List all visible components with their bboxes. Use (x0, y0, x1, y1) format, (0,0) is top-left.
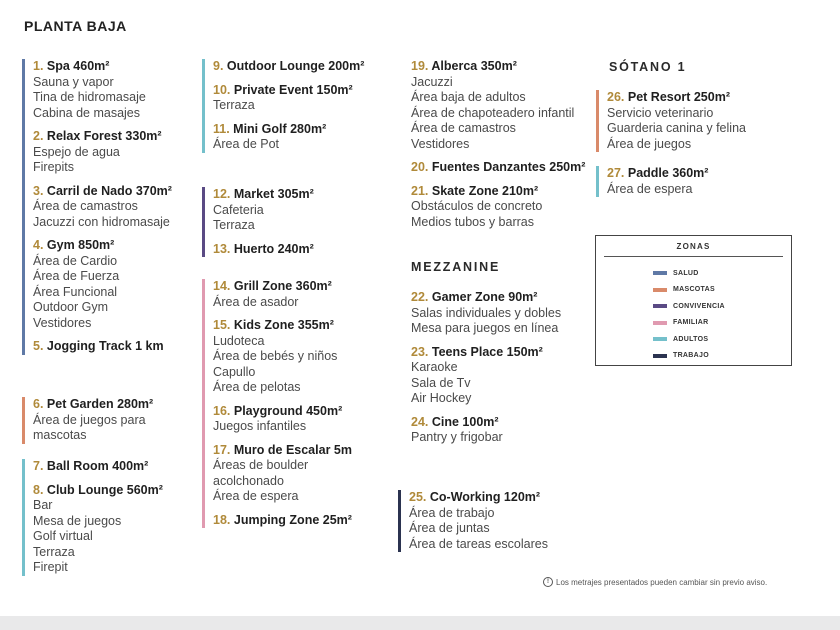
amenity-item (213, 242, 314, 258)
amenity-feature: Cafeteria (213, 202, 264, 217)
amenity-number: 23. (411, 344, 429, 359)
amenity-item (409, 490, 548, 552)
amenity-feature: Capullo (213, 364, 256, 379)
amenity-item (411, 160, 585, 176)
amenity-number: 17. (213, 442, 231, 457)
amenity-feature: Área de bebés y niños (213, 349, 338, 363)
amenity-item (411, 415, 561, 446)
group-trabajo (398, 490, 548, 552)
legend-label: FAMILIAR (673, 319, 709, 327)
amenity-number: 8. (33, 482, 44, 497)
amenity-number: 20. (411, 160, 429, 174)
amenity-name: Gamer Zone 90m² (428, 290, 538, 304)
amenity-title (33, 339, 172, 355)
amenity-feature: Área de Cardio (33, 253, 118, 268)
amenity-title (607, 166, 708, 182)
amenity-number: 19. (411, 59, 429, 73)
legend-swatch (653, 304, 667, 308)
amenity-name: Alberca 350m² (428, 59, 517, 73)
group-salud (22, 59, 172, 355)
amenity-title (607, 90, 746, 106)
amenity-number: 9. (213, 59, 224, 73)
amenity-title (33, 59, 172, 75)
amenity-title (411, 415, 561, 431)
section-heading-mezzanine: MEZZANINE (411, 260, 501, 274)
amenity-title (213, 279, 352, 295)
amenity-number: 1. (33, 59, 44, 73)
amenity-feature: Área de espera (213, 489, 299, 503)
amenity-name: Jumping Zone 25m² (230, 512, 352, 527)
amenity-feature: Bar (33, 498, 53, 512)
amenity-feature: Air Hockey (411, 391, 472, 405)
amenity-item (33, 184, 172, 231)
amenity-feature: Guarderia canina y felina (607, 121, 746, 135)
amenity-number: 24. (411, 414, 429, 429)
legend-row (653, 265, 791, 282)
amenity-feature: Terraza (33, 544, 75, 559)
amenity-feature: Medios tubos y barras (411, 214, 534, 229)
legend-row (653, 282, 791, 299)
amenity-number: 5. (33, 339, 44, 353)
amenity-item (33, 483, 163, 576)
amenity-feature: Área de camastros (33, 199, 138, 213)
amenity-item (213, 404, 352, 435)
amenity-feature: Obstáculos de concreto (411, 199, 543, 213)
section-heading-sotano: SÓTANO 1 (609, 60, 687, 74)
amenity-feature: Ludoteca (213, 333, 265, 348)
amenity-number: 15. (213, 318, 231, 332)
legend-label: SALUD (673, 269, 699, 277)
amenity-number: 14. (213, 279, 231, 293)
group-adultos-paddle (596, 166, 708, 197)
amenity-feature: Cabina de masajes (33, 105, 141, 120)
amenity-name: Spa 460m² (43, 59, 110, 73)
amenity-number: 27. (607, 166, 625, 180)
bottom-strip (0, 616, 840, 630)
amenity-feature: Terraza (213, 98, 255, 112)
amenity-feature: Área de Fuerza (33, 269, 120, 283)
amenity-feature: Área de juegos (607, 136, 692, 151)
amenity-title (213, 443, 352, 459)
amenity-name: Relax Forest 330m² (43, 129, 162, 143)
amenity-item (411, 290, 561, 337)
group-familiar-kids (202, 279, 352, 528)
amenity-item (213, 443, 352, 505)
amenity-feature: acolchonado (213, 473, 284, 488)
amenity-item (213, 318, 352, 396)
amenity-feature: Juegos infantiles (213, 419, 307, 433)
amenity-name: Market 305m² (230, 187, 314, 201)
amenity-feature: Salas individuales y dobles (411, 305, 562, 320)
amenity-item (607, 90, 746, 152)
amenity-title (213, 318, 352, 334)
amenity-number: 13. (213, 241, 231, 256)
group-adultos-lounge (202, 59, 364, 153)
amenity-feature: mascotas (33, 428, 87, 442)
amenity-item (33, 59, 172, 121)
legend-title: ZONAS (676, 242, 711, 251)
amenity-name: Outdoor Lounge 200m² (223, 59, 365, 73)
amenity-title (33, 184, 172, 200)
amenity-item (33, 238, 172, 331)
amenity-title (213, 59, 364, 75)
amenity-name: Fuentes Danzantes 250m² (428, 160, 586, 174)
amenity-title (33, 483, 163, 499)
footnote-text: Los metrajes presentados pueden cambiar sin previo aviso. (556, 577, 768, 587)
amenity-title (213, 404, 352, 420)
amenity-name: Playground 450m² (230, 403, 343, 418)
amenity-number: 10. (213, 82, 231, 97)
amenity-number: 16. (213, 403, 231, 418)
amenity-feature: Área de pelotas (213, 380, 301, 394)
amenity-number: 26. (607, 90, 625, 104)
amenity-number: 21. (411, 183, 429, 198)
amenity-feature: Áreas de boulder (213, 458, 309, 472)
amenity-feature: Sala de Tv (411, 375, 471, 390)
amenity-feature: Área de juegos para (33, 412, 146, 427)
amenity-name: Jogging Track 1 km (43, 339, 164, 353)
page-title: PLANTA BAJA (24, 18, 127, 34)
amenity-feature: Área baja de adultos (411, 90, 526, 104)
amenity-name: Club Lounge 560m² (43, 482, 163, 497)
footnote (543, 577, 767, 587)
amenity-name: Cine 100m² (428, 414, 499, 429)
legend-label: CONVIVENCIA (673, 302, 725, 310)
amenity-title (411, 59, 585, 75)
amenity-feature: Jacuzzi (411, 74, 453, 89)
legend-row (653, 331, 791, 348)
amenity-number: 2. (33, 129, 44, 143)
amenity-name: Gym 850m² (43, 238, 115, 252)
amenity-feature: Pantry y frigobar (411, 430, 503, 444)
amenity-feature: Vestidores (411, 136, 470, 151)
amenity-feature: Karaoke (411, 360, 458, 374)
amenity-item (33, 129, 172, 176)
amenity-feature: Espejo de agua (33, 144, 120, 159)
group-mezzanine (400, 290, 561, 446)
amenity-name: Paddle 360m² (624, 166, 709, 180)
legend-swatch (653, 354, 667, 358)
amenity-title (213, 242, 314, 258)
amenity-name: Skate Zone 210m² (428, 183, 539, 198)
amenity-title (33, 129, 172, 145)
amenity-item (33, 397, 153, 444)
amenity-name: Pet Garden 280m² (43, 397, 154, 411)
amenity-feature: Área de chapoteadero infantil (411, 105, 575, 120)
amenity-feature: Área de camastros (411, 121, 516, 135)
legend-label: TRABAJO (673, 352, 709, 360)
amenity-name: Teens Place 150m² (428, 344, 543, 359)
amenity-feature: Terraza (213, 218, 255, 232)
amenity-title (213, 83, 364, 99)
amenity-title (411, 184, 585, 200)
amenity-feature: Mesa para juegos en línea (411, 321, 559, 335)
amenity-name: Kids Zone 355m² (230, 318, 334, 332)
amenity-title (33, 459, 163, 475)
amenity-feature: Área Funcional (33, 284, 118, 299)
amenity-title (411, 345, 561, 361)
amenity-name: Co-Working 120m² (426, 490, 541, 504)
legend-label: ADULTOS (673, 335, 709, 343)
group-mascotas-pet-garden (22, 397, 153, 444)
group-mascotas-pet-resort (596, 90, 746, 152)
amenity-feature: Área de trabajo (409, 505, 495, 520)
info-icon: ! (543, 577, 553, 587)
legend-rows (596, 257, 791, 364)
amenity-feature: Outdoor Gym (33, 300, 109, 314)
amenity-title (213, 122, 364, 138)
amenity-number: 3. (33, 183, 44, 198)
group-adultos-club (22, 459, 163, 576)
amenity-number: 12. (213, 187, 231, 201)
amenity-name: Ball Room 400m² (43, 459, 149, 473)
amenity-feature: Golf virtual (33, 529, 93, 543)
zones-legend (595, 235, 792, 366)
amenity-number: 6. (33, 397, 44, 411)
amenity-name: Carril de Nado 370m² (43, 183, 172, 198)
amenity-feature: Área de espera (607, 181, 693, 196)
amenity-item (213, 513, 352, 529)
amenity-name: Grill Zone 360m² (230, 279, 332, 293)
legend-row (653, 298, 791, 315)
legend-swatch (653, 321, 667, 325)
amenity-title (213, 513, 352, 529)
amenity-item (33, 339, 172, 355)
amenity-feature: Vestidores (33, 315, 92, 330)
amenity-title (213, 187, 314, 203)
amenity-number: 7. (33, 459, 44, 473)
amenity-item (213, 279, 352, 310)
amenity-name: Muro de Escalar 5m (230, 442, 352, 457)
amenity-title (33, 397, 153, 413)
legend-swatch (653, 288, 667, 292)
amenity-feature: Firepit (33, 560, 68, 574)
legend-label: MASCOTAS (673, 286, 715, 294)
legend-row (653, 315, 791, 332)
legend-swatch (653, 337, 667, 341)
amenity-title (33, 238, 172, 254)
amenity-name: Mini Golf 280m² (229, 121, 327, 136)
amenity-name: Pet Resort 250m² (624, 90, 730, 104)
amenity-name: Private Event 150m² (230, 82, 353, 97)
amenity-feature: Sauna y vapor (33, 74, 114, 89)
amenity-item (411, 345, 561, 407)
amenity-number: 18. (213, 512, 231, 527)
amenity-number: 22. (411, 290, 429, 304)
amenity-feature: Área de tareas escolares (409, 536, 548, 551)
legend-swatch (653, 271, 667, 275)
amenity-number: 4. (33, 238, 44, 252)
amenity-feature: Tina de hidromasaje (33, 90, 146, 104)
amenity-item (213, 122, 364, 153)
amenity-item (33, 459, 163, 475)
amenity-title (411, 160, 585, 176)
amenity-item (213, 83, 364, 114)
amenity-title (411, 290, 561, 306)
amenity-item (411, 184, 585, 231)
legend-row (653, 348, 791, 365)
amenity-feature: Área de juntas (409, 521, 490, 535)
amenity-feature: Firepits (33, 160, 74, 174)
amenity-item (411, 59, 585, 152)
amenity-number: 25. (409, 490, 427, 504)
amenity-title (409, 490, 548, 506)
amenity-item (213, 59, 364, 75)
group-familiar-alberca (400, 59, 585, 230)
group-convivencia-market (202, 187, 314, 257)
amenity-feature: Mesa de juegos (33, 513, 122, 528)
amenity-feature: Área de Pot (213, 137, 280, 151)
amenity-item (607, 166, 708, 197)
amenity-name: Huerto 240m² (230, 241, 314, 256)
amenity-feature: Servicio veterinario (607, 105, 714, 120)
amenity-item (213, 187, 314, 234)
amenity-number: 11. (213, 121, 230, 136)
amenity-feature: Jacuzzi con hidromasaje (33, 214, 170, 229)
amenity-feature: Área de asador (213, 294, 299, 309)
